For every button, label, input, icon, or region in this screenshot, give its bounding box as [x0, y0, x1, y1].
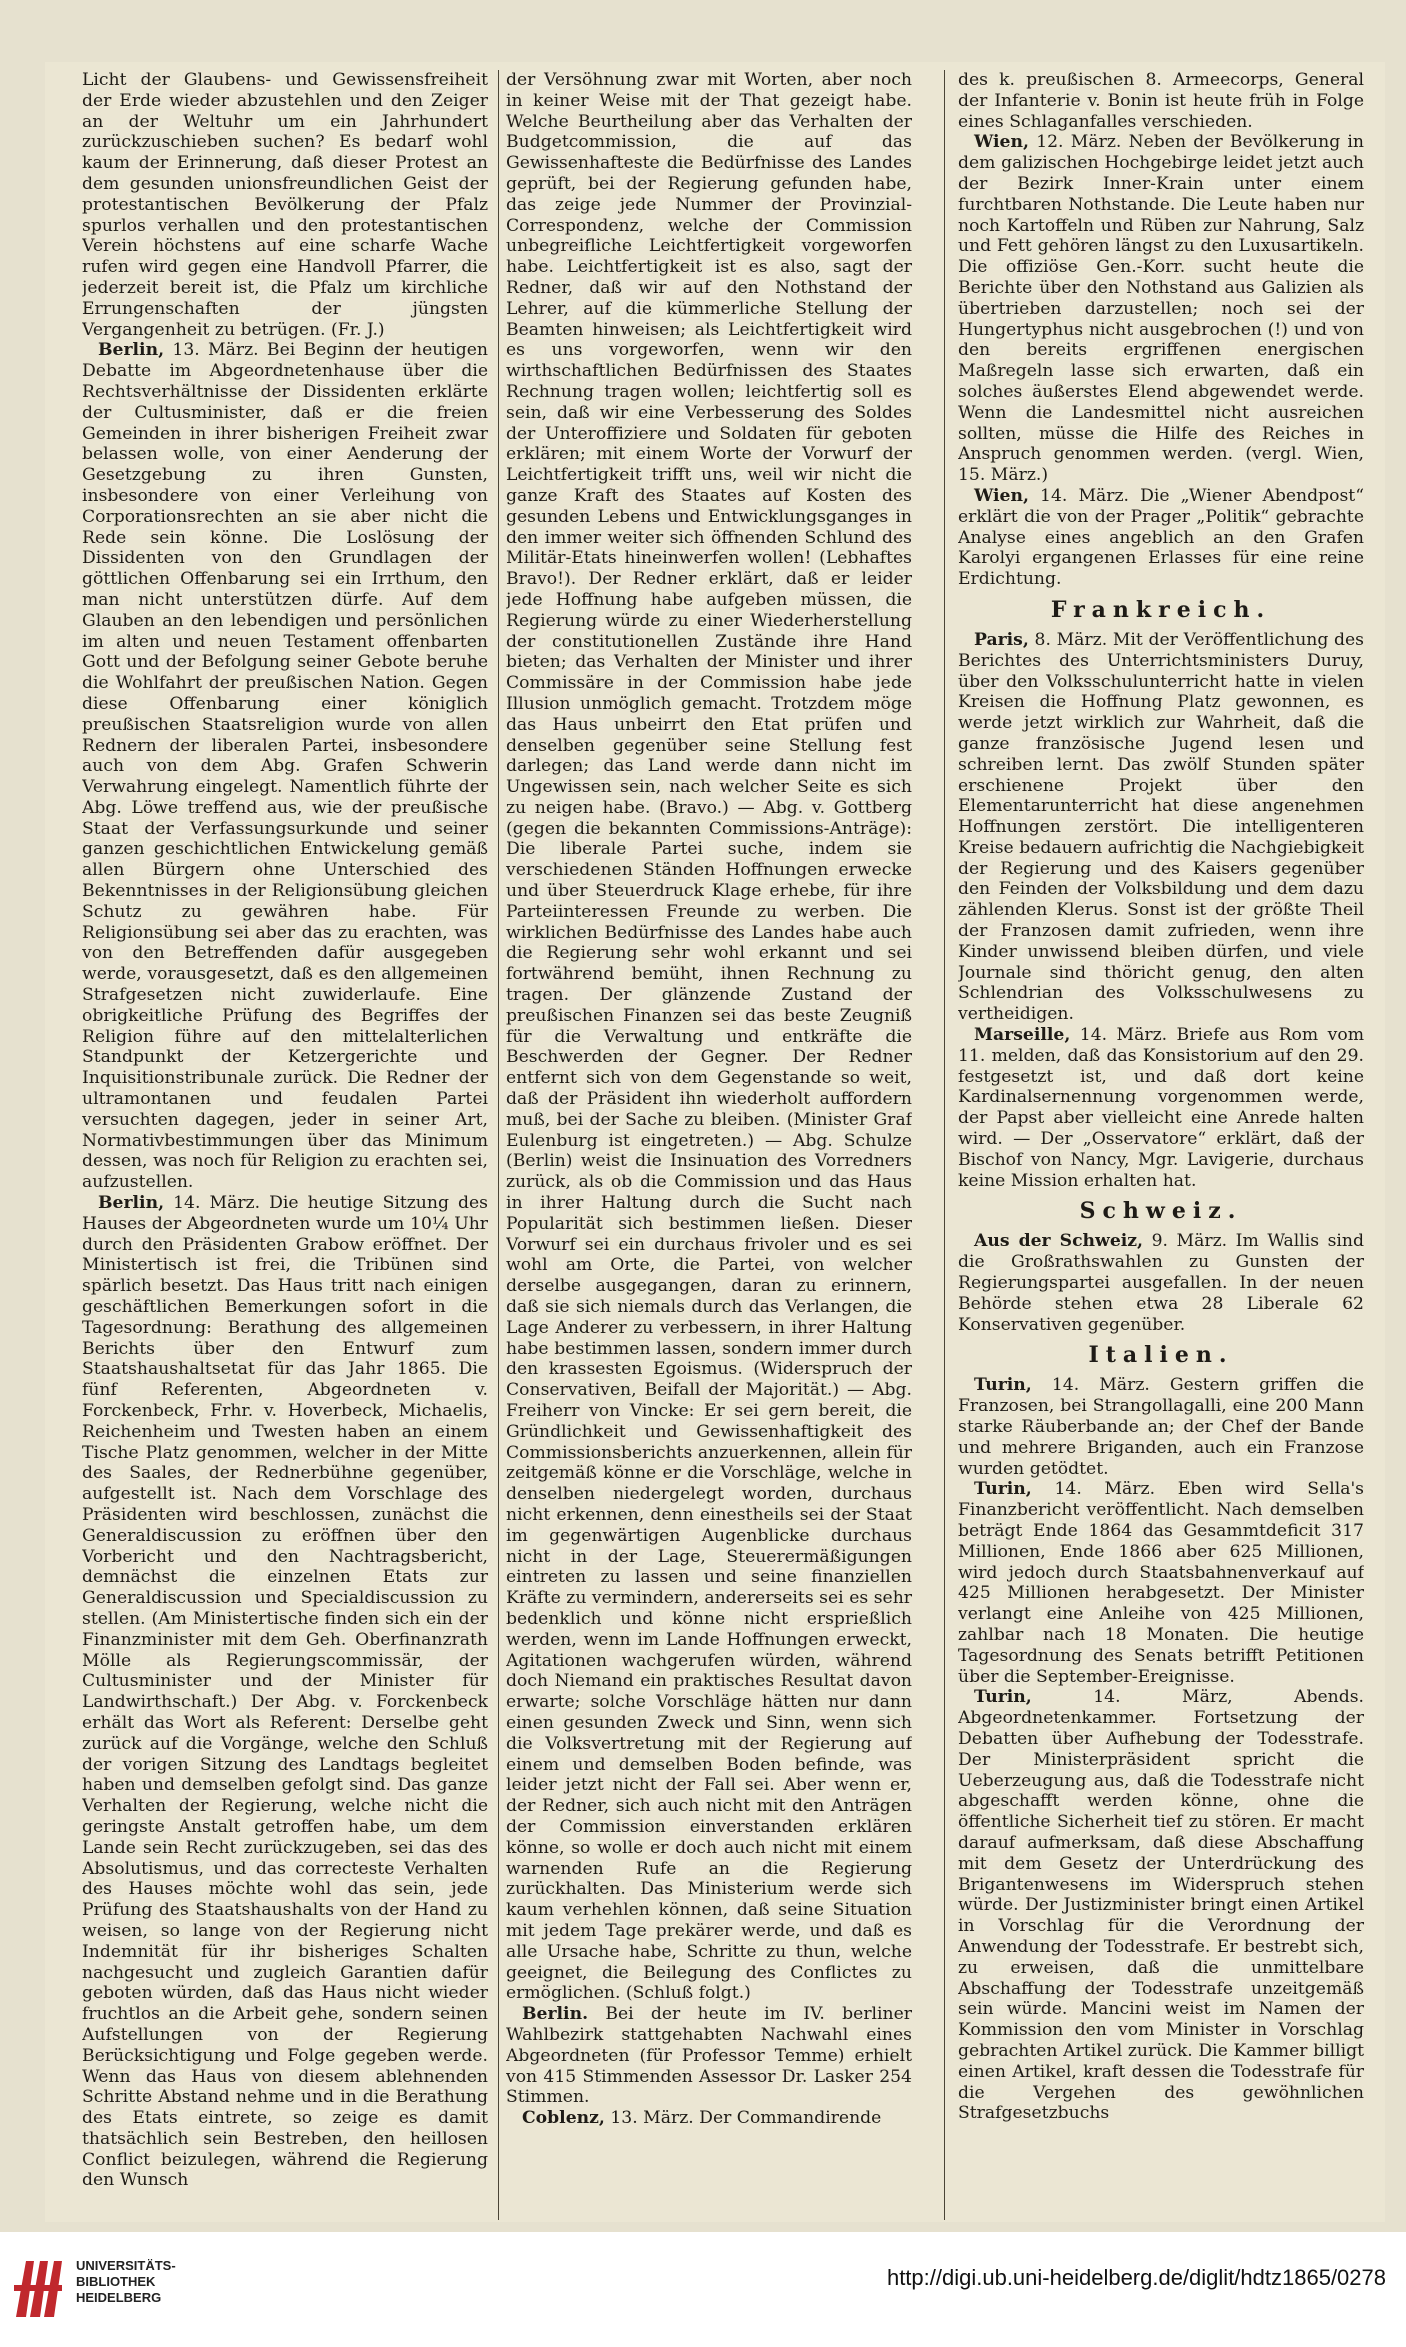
article-paragraph [958, 1231, 1364, 1335]
dateline: Berlin, [98, 340, 165, 361]
paragraph-text: der Versöhnung zwar mit Worten, aber noch in keiner Weise mit der That gezeigt habe. Welche Beurtheilung aber das Verhalten der Budgetcommission, die auf das Gewissenhafteste die Bedürfnisse des Landes geprüft, bei der Regierung gefunden habe, das zeige jede Nummer der Provinzial-Correspondenz, welche der Commission unbegreifliche Leichtfertigkeit vorgeworfen habe. Leichtfertigkeit ist es also, sagt der Redner, daß wir auf den Nothstand der Lehrer, auf die kümmerliche Stellung der Beamten hinweisen; als Leichtfertigkeit wird es uns vorgeworfen, wenn wir den wirthschaftlichen Bedürfnissen des Staates Rechnung tragen wollen; leichtfertig soll es sein, daß wir eine Verbesserung des Soldes der Unteroffiziere und Soldaten für geboten erklären; mit einem Worte der Vorwurf der Leichtfertigkeit trifft uns, weil wir nicht die ganze Kraft des Staates auf Kosten des gesunden Lebens und Entwicklungsganges in den immer weiter sich öffnenden Schlund des Militär-Etats hineinwerfen wollen! (Lebhaftes Bravo!). Der Redner erklärt, daß er leider jede Hoffnung habe aufgeben müssen, die Regierung würde zu einer Wiederherstellung der constitutionellen Zustände ihre Hand bieten; das Verhalten der Minister und ihrer Commissäre in der Commission habe jede Illusion unmöglich gemacht. Trotzdem möge das Haus unbeirrt den Etat prüfen und denselben gegenüber seine Stellung fest darlegen; das Land werde dann nicht im Ungewissen sein, nach welcher Seite es sich zu neigen habe. (Bravo.) — Abg. v. Gottberg (gegen die bekannten Commissions-Anträge): Die liberale Partei suche, indem sie verschiedenen Ständen Hoffnungen erwecke und über Steuerdruck Klage erhebe, für ihre Parteiinteressen Freunde zu werben. Die wirklichen Bedürfnisse des Landes habe auch die Regierung sehr wohl erkannt und sei fortwährend bemüht, ihnen Rechnung zu tragen. Der glänzende Zustand der preußischen Finanzen sei das beste Zeugniß für die Verwaltung und entkräfte die Beschwerden der Gegner. Der Redner entfernt sich von dem Gegenstande so weit, daß der Präsident ihn wiederholt auffordern muß, bei der Sache zu bleiben. (Minister Graf Eulenburg ist eingetreten.) — Abg. Schulze (Berlin) weist die Insinuation des Vorredners zurück, als ob die Commission und das Haus in ihrer Haltung durch die Sucht nach Popularität sich bestimmen ließen. Dieser Vorwurf sei ein durchaus frivoler und es sei wohl am Orte, die Partei, von welcher derselbe ausgegangen, daran zu erinnern, daß sie sich niemals durch das Verlangen, die Lage Anderer zu verbessern, in ihrer Haltung habe bestimmen lassen, sondern immer durch den krassesten Egoismus. (Widerspruch der Conservativen, Beifall der Majorität.) — Abg. Freiherr von Vincke: Er sei gern bereit, die Gründlichkeit und Gewissenhaftigkeit des Commissionsberichts anzuerkennen, allein für zeitgemäß könne er die Vorschläge, welche in denselben niedergelegt worden, durchaus nicht erkennen, denn einestheils sei der Staat im gegenwärtigen Augenblicke durchaus nicht in der Lage, Steuerermäßigungen eintreten zu lassen und seine finanziellen Kräfte zu vermindern, andererseits sei es sehr bedenklich und könne nicht ersprießlich werden, wenn im Lande Hoffnungen erweckt, Agitationen wachgerufen würden, während doch Niemand ein praktisches Resultat davon erwarte; solche Vorschläge hätten nur dann einen gesunden Zweck und Sinn, wenn sich die Volksvertretung mit der Regierung auf einem und demselben Boden befinde, was leider jetzt nicht der Fall sei. Aber wenn er, der Redner, sich auch nicht mit den Anträgen der Commission einverstanden erklären könne, so wolle er doch auch nicht mit einem warnenden Rufe an die Regierung zurückhalten. Das Ministerium werde sich kaum verhehlen können, daß seine Situation mit jedem Tage prekärer werde, und daß es alle Ursache habe, Schritte zu thun, welche geeignet, die Beilegung des Conflictes zu ermöglichen. (Schluß folgt.) [506, 70, 912, 2004]
paragraph-text: 14. März. Die „Wiener Abendpost“ erklärt die von der Prager „Politik“ gebrachte Analyse eines angeblich an den Grafen Karolyi ergangenen Erlasses für eine reine Erdichtung. [958, 485, 1364, 590]
dateline: Turin, [974, 1375, 1032, 1396]
article-paragraph [82, 340, 488, 1193]
article-paragraph [958, 1687, 1364, 2124]
article-paragraph [958, 70, 1364, 132]
dateline: Marseille, [974, 1025, 1071, 1046]
paragraph-text: des k. preußischen 8. Armeecorps, General der Infanterie v. Bonin ist heute früh in Folge eines Schlaganfalles verschieden. [958, 70, 1364, 132]
article-paragraph [958, 1375, 1364, 1479]
article-paragraph [958, 630, 1364, 1025]
article-paragraph [82, 1193, 488, 2191]
column-divider [944, 70, 945, 2220]
dateline: Paris, [974, 629, 1029, 650]
article-paragraph [506, 70, 912, 2004]
dateline: Coblenz, [522, 2108, 605, 2129]
dateline: Wien, [974, 485, 1029, 506]
article-paragraph [958, 486, 1364, 590]
dateline: Turin, [974, 1479, 1032, 1500]
library-logo-icon [12, 2255, 64, 2321]
article-paragraph [82, 70, 488, 340]
column-divider [498, 70, 499, 2220]
paragraph-text: 8. März. Mit der Veröffentlichung des Berichtes des Unterrichtsministers Duruy, über den Volksschulunterricht hatte in vielen Kreisen die Hoffnung Platz gewonnen, es werde jetzt wirklich zur Wahrheit, daß die ganze französische Jugend lesen und schreiben lernt. Das zwölf Stunden später erschienene Projekt über den Elementarunterricht hat diese angenehmen Hoffnungen zerstört. Die intelligenteren Kreise bedauern aufrichtig die Nachgiebigkeit der Regierung und des Kaisers gegenüber den Feinden der Volksbildung und dem dazu zählenden Klerus. Sonst ist der größte Theil der Franzosen damit zufrieden, wenn ihre Kinder unwissend bleiben dürfen, und viele Journale sind thöricht genug, den alten Schlendrian des Volksschulwesens zu vertheidigen. [958, 629, 1364, 1025]
article-paragraph [958, 1025, 1364, 1191]
section-heading: Frankreich. [1050, 596, 1272, 623]
paragraph-text: 14. März, Abends. Abgeordnetenkammer. Fortsetzung der Debatten über Aufhebung der Todesstrafe. Der Ministerpräsident spricht die Ueberzeugung aus, daß die Todesstrafe nicht abgeschafft werden könne, ohne die öffentliche Sicherheit tief zu stören. Er macht darauf aufmerksam, daß diese Abschaffung mit dem Gesetz der Unterdrückung des Brigantenwesens im Widerspruch stehen würde. Der Justizminister bringt einen Artikel in Vorschlag für die Verordnung der Anwendung der Todesstrafe. Er bestrebt sich, zu erweisen, daß die unmittelbare Abschaffung der Todesstrafe unzeitgemäß sein würde. Mancini weist im Namen der Kommission den vom Minister in Vorschlag gebrachten Artikel zurück. Die Kammer billigt einen Artikel, kraft dessen die Todesstrafe für die Vergehen des gewöhnlichen Strafgesetzbuchs [958, 1687, 1364, 2124]
paragraph-text: Bei der heute im IV. berliner Wahlbezirk stattgehabten Nachwahl eines Abgeordneten (für Professor Temme) erhielt von 415 Stimmenden Assessor Dr. Lasker 254 Stimmen. [506, 2004, 912, 2108]
article-paragraph [506, 2004, 912, 2108]
article-paragraph [958, 132, 1364, 486]
section-heading: Schweiz. [1079, 1198, 1243, 1225]
paragraph-text: 14. März. Die heutige Sitzung des Hauses der Abgeordneten wurde um 10¼ Uhr durch den Präsidenten Grabow eröffnet. Der Ministertisch ist frei, die Tribünen sind spärlich besetzt. Das Haus tritt nach einigen geschäftlichen Bemerkungen sofort in die Tagesordnung: Berathung des allgemeinen Berichts über den Entwurf zum Staatshaushaltsetat für das Jahr 1865. Die fünf Referenten, Abgeordneten v. Forckenbeck, Frhr. v. Hoverbeck, Michaelis, Reichenheim und Twesten haben an einem Tische Platz genommen, welcher in der Mitte des Saales, der Rednerbühne gegenüber, aufgestellt ist. Nach dem Vorschlage des Präsidenten wird beschlossen, zunächst die Generaldiscussion zu eröffnen über den Vorbericht und den Nachtragsbericht, demnächst die einzelnen Etats zur Generaldiscussion und Specialdiscussion zu stellen. (Am Ministertische finden sich ein der Finanzminister mit dem Geh. Oberfinanzrath Mölle als Regierungscommissär, der Cultusminister und der Minister für Landwirthschaft.) Der Abg. v. Forckenbeck erhält das Wort als Referent: Derselbe geht zurück auf die Vorgänge, welche den Schluß der vorigen Sitzung des Landtags begleitet haben und demselben gefolgt sind. Das ganze Verhalten der Regierung, welche nicht die geringste Anstalt getroffen habe, um dem Lande sein Recht zurückzugeben, sei das des Absolutismus, und das correcteste Verhalten des Hauses möchte wohl das sein, jede Prüfung des Staatshaushalts von der Hand zu weisen, so lange von der Regierung nicht Indemnität für ihr bisheriges Schalten nachgesucht und zugleich Garantien dafür geboten würden, daß das Haus nicht wieder fruchtlos an die Arbeit gehe, sondern seinen Aufstellungen von der Regierung Berücksichtigung und Folge gegeben werde. Wenn das Haus von diesem ablehnenden Schritte Abstand nehme und in die Berathung des Etats eintrete, so zeige es damit thatsächlich sein Bestreben, den heillosen Conflict beizulegen, während die Regierung den Wunsch [82, 1193, 488, 2191]
logo-line-2: BIBLIOTHEK [76, 2274, 156, 2289]
column-1 [82, 70, 488, 2220]
logo-line-3: HEIDELBERG [76, 2290, 162, 2305]
paragraph-text: 9. März. Im Wallis sind die Großrathswahlen zu Gunsten der Regierungspartei ausgefallen. In der neuen Behörde stehen etwa 28 Liberale 62 Konservativen gegenüber. [958, 1231, 1364, 1335]
dateline: Berlin, [98, 1193, 165, 1214]
logo-line-1: UNIVERSITÄTS- [76, 2258, 176, 2273]
paragraph-text: 13. März. Der Commandirende [604, 2108, 882, 2129]
paragraph-text: 12. März. Neben der Bevölkerung in dem galizischen Hochgebirge leidet jetzt auch der Bezirk Inner-Krain unter einem furchtbaren Nothstande. Die Leute haben nur noch Kartoffeln und Rüben zur Nahrung, Salz und Fett gehören längst zu den Luxusartikeln. Die offiziöse Gen.-Korr. sucht heute die Berichte über den Nothstand aus Galizien als übertrieben darzustellen; noch sei der Hungertyphus nicht ausgebrochen (!) und von den bereits ergriffenen energischen Maßregeln lasse sich erwarten, daß ein solches äußerstes Elend abgewendet werde. Wenn die Landesmittel nicht ausreichen sollten, müsse die Hilfe des Reiches in Anspruch genommen werden. (vergl. Wien, 15. März.) [958, 132, 1364, 486]
column-3 [958, 70, 1364, 2220]
article-paragraph [958, 1479, 1364, 1687]
section-heading: Italien. [1088, 1342, 1234, 1369]
source-url-link[interactable]: http://digi.ub.uni-heidelberg.de/diglit/hdtz1865/0278 [886, 2265, 1386, 2290]
paragraph-text: 14. März. Briefe aus Rom vom 11. melden, daß das Konsistorium auf den 29. festgesetzt ist, und daß dort keine Kardinalsernennung vorgenommen werde, der Papst aber vielleicht eine Anrede halten wird. — Der „Osservatore“ erklärt, daß der Bischof von Nancy, Mgr. Lavigerie, durchaus keine Mission erhalten hat. [958, 1025, 1364, 1191]
column-2 [506, 70, 912, 2220]
paragraph-text: 13. März. Bei Beginn der heutigen Debatte im Abgeordnetenhause über die Rechtsverhältnisse der Dissidenten erklärte der Cultusminister, daß er die freien Gemeinden in ihrer bisherigen Freiheit zwar belassen wolle, von einer Aenderung der Gesetzgebung zu ihren Gunsten, insbesondere von einer Verleihung von Corporationsrechten an sie aber nicht die Rede sein könne. Die Loslösung der Dissidenten von den Grundlagen der göttlichen Offenbarung sei ein Irrthum, den man nicht unterstützen dürfe. Auf dem Glauben an den lebendigen und persönlichen im alten und neuen Testament offenbarten Gott und der Befolgung seiner Gebote beruhe die Wohlfahrt der preußischen Nation. Gegen diese Offenbarung einer königlich preußischen Staatsreligion wurde von allen Rednern der liberalen Partei, insbesondere auch von dem Abg. Grafen Schwerin Verwahrung eingelegt. Namentlich führte der Abg. Löwe treffend aus, wie der preußische Staat der Verfassungsurkunde und seiner ganzen geschichtlichen Entwickelung gemäß allen Bürgern ohne Unterschied des Bekenntnisses in der Religionsübung gleichen Schutz zu gewähren habe. Für Religionsübung sei aber das zu erachten, was von den Betreffenden dafür ausgegeben werde, vorausgesetzt, daß es den allgemeinen Strafgesetzen nicht zuwiderlaufe. Eine obrigkeitliche Prüfung des Begriffes der Religion führe auf den mittelalterlichen Standpunkt der Ketzergerichte und Inquisitionstribunale zurück. Die Redner der ultramontanen und feudalen Partei versuchten dagegen, jeder in seiner Art, Normativbestimmungen über das Minimum dessen, was noch für Religion zu erachten sei, aufzustellen. [82, 340, 488, 1193]
dateline: Aus der Schweiz, [974, 1231, 1144, 1252]
article-paragraph [506, 2108, 912, 2129]
paragraph-text: Licht der Glaubens- und Gewissensfreiheit der Erde wieder abzustehlen und den Zeiger an der Weltuhr um ein Jahrhundert zurückzuschieben suchen? Es bedarf wohl kaum der Erinnerung, daß dieser Protest an dem gesunden unionsfreundlichen Geist der protestantischen Bevölkerung der Pfalz spurlos verhallen und den protestantischen Verein höchstens auf eine scharfe Wache rufen wird gegen eine Handvoll Pfarrer, die jederzeit bereit ist, die Pfalz um kirchliche Errungenschaften der jüngsten Vergangenheit zu betrügen. (Fr. J.) [82, 70, 488, 340]
dateline: Wien, [974, 132, 1029, 153]
dateline: Berlin. [522, 2004, 589, 2025]
library-logo-text [76, 2258, 226, 2306]
dateline: Turin, [974, 1687, 1032, 1708]
paragraph-text: 14. März. Gestern griffen die Franzosen, bei Strangollagalli, eine 200 Mann starke Räuberbande an; der Chef der Bande und mehrere Briganden, auch ein Franzose wurden getödtet. [958, 1375, 1364, 1479]
paragraph-text: 14. März. Eben wird Sella's Finanzbericht veröffentlicht. Nach demselben beträgt Ende 1864 das Gesammtdeficit 317 Millionen, Ende 1866 aber 625 Millionen, wird jedoch durch Staatsbahnenverkauf auf 425 Millionen herabgesetzt. Der Minister verlangt eine Anleihe von 425 Millionen, zahlbar nach 18 Monaten. Die heutige Tagesordnung des Senats betrifft Petitionen über die September-Ereignisse. [958, 1479, 1364, 1687]
